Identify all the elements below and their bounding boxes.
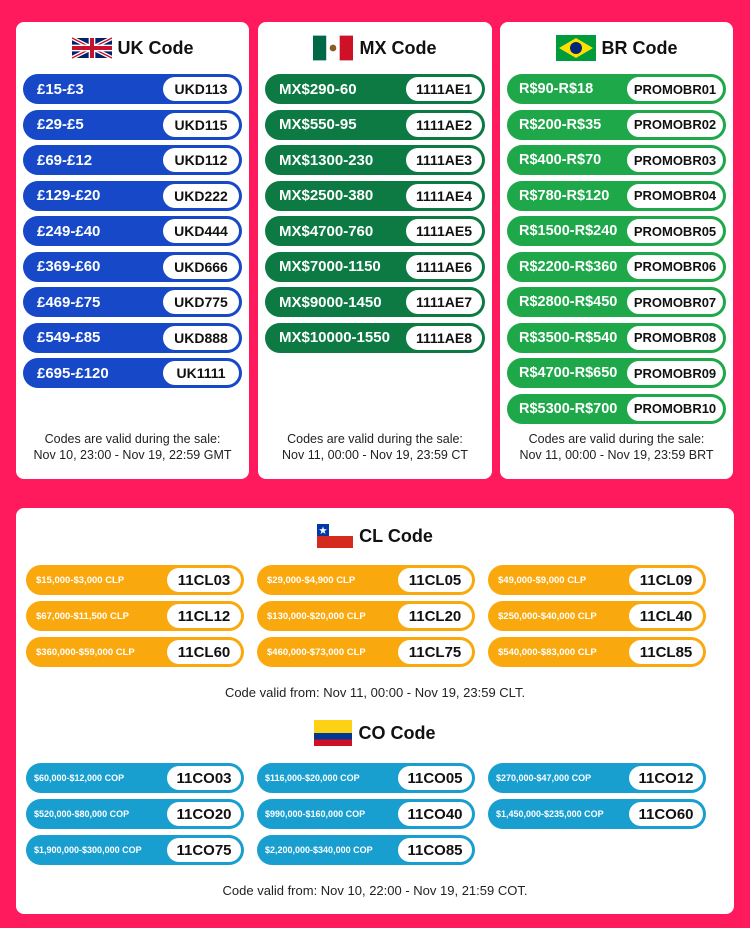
mx-price-range: MX$550-95 <box>279 116 357 133</box>
br-price-range: R$2200-R$360 <box>519 258 618 275</box>
br-price-range: R$90-R$18 <box>519 81 594 97</box>
brazil-flag-icon <box>556 35 596 61</box>
uk-code-row <box>23 287 242 317</box>
co-code-pill <box>257 763 475 793</box>
co-price-range: $1,450,000-$235,000 COP <box>496 809 604 819</box>
br-title-text: BR Code <box>601 37 678 58</box>
cl-code-pill <box>257 565 475 595</box>
mx-note-line2: Nov 11, 00:00 - Nov 19, 23:59 CT <box>282 448 468 462</box>
br-price-range: R$2800-R$450 <box>519 294 618 310</box>
br-price-range: R$4700-R$650 <box>519 365 618 381</box>
colombia-flag-icon <box>314 720 352 746</box>
co-promo-code[interactable]: 11CO03 <box>167 766 241 790</box>
mx-price-range: MX$9000-1450 <box>279 293 382 311</box>
br-promo-code[interactable]: PROMOBR04 <box>627 184 723 208</box>
br-code-row <box>507 323 726 353</box>
br-code-list <box>500 74 733 424</box>
cl-promo-code[interactable]: 11CL09 <box>629 568 703 592</box>
uk-promo-code[interactable]: UKD113 <box>163 77 239 101</box>
uk-code-row <box>23 74 242 104</box>
co-price-range: $520,000-$80,000 COP <box>34 809 130 819</box>
co-title-text: CO Code <box>358 722 436 743</box>
uk-promo-code[interactable]: UKD222 <box>163 184 239 208</box>
mx-promo-code[interactable]: 1111AE8 <box>406 326 482 350</box>
br-promo-code[interactable]: PROMOBR10 <box>627 397 723 421</box>
uk-price-range: £369-£60 <box>37 258 101 275</box>
co-price-range: $60,000-$12,000 COP <box>34 773 125 783</box>
mx-promo-code[interactable]: 1111AE2 <box>406 113 482 137</box>
uk-validity-note <box>16 431 249 463</box>
br-code-row <box>507 181 726 211</box>
mx-price-range: MX$1300-230 <box>279 151 374 169</box>
co-price-range: $270,000-$47,000 COP <box>496 773 592 783</box>
co-code-pill <box>26 799 244 829</box>
uk-price-range: £69-£12 <box>37 151 93 169</box>
br-code-row <box>507 145 726 175</box>
cl-price-range: $250,000-$40,000 CLP <box>498 610 597 622</box>
br-price-range: R$5300-R$700 <box>519 400 618 417</box>
uk-flag-icon <box>72 35 112 61</box>
cl-card-title <box>16 524 734 548</box>
co-card-title <box>16 720 734 746</box>
uk-price-range: £29-£5 <box>37 116 84 133</box>
co-price-range: $1,900,000-$300,000 COP <box>34 845 142 855</box>
mx-code-row <box>265 181 485 211</box>
co-code-pill <box>488 763 706 793</box>
mx-price-range: MX$4700-760 <box>279 222 374 240</box>
cl-code-pill <box>257 601 475 631</box>
cl-price-range: $67,000-$11,500 CLP <box>36 610 129 622</box>
mx-note-line1: Codes are valid during the sale: <box>287 432 463 446</box>
uk-code-row <box>23 252 242 282</box>
br-card-title <box>500 34 733 62</box>
br-price-range: R$400-R$70 <box>519 152 602 168</box>
br-code-row <box>507 287 726 317</box>
uk-note-line1: Codes are valid during the sale: <box>44 432 221 446</box>
cl-code-pill <box>488 565 706 595</box>
br-code-row <box>507 252 726 282</box>
cl-price-range: $15,000-$3,000 CLP <box>36 574 125 586</box>
uk-promo-code[interactable]: UKD888 <box>163 326 239 350</box>
uk-code-row <box>23 323 242 353</box>
cl-price-range: $540,000-$83,000 CLP <box>498 646 597 658</box>
br-price-range: R$3500-R$540 <box>519 329 618 346</box>
uk-promo-code[interactable]: UK1111 <box>163 361 239 385</box>
cl-code-pill <box>26 601 244 631</box>
uk-price-range: £469-£75 <box>37 293 101 311</box>
br-price-range: R$780-R$120 <box>519 187 610 204</box>
br-code-row <box>507 74 726 104</box>
mx-code-card <box>258 22 492 479</box>
cl-promo-code[interactable]: 11CL60 <box>167 640 241 664</box>
mx-price-range: MX$290-60 <box>279 80 357 98</box>
mx-price-range: MX$10000-1550 <box>279 329 390 346</box>
cl-promo-code[interactable]: 11CL75 <box>398 640 472 664</box>
uk-code-row <box>23 181 242 211</box>
co-price-range: $116,000-$20,000 COP <box>265 773 360 783</box>
br-promo-code[interactable]: PROMOBR09 <box>627 361 723 385</box>
uk-code-row <box>23 110 242 140</box>
br-price-range: R$1500-R$240 <box>519 223 618 239</box>
uk-title-text: UK Code <box>117 37 194 58</box>
mx-card-title <box>258 34 492 62</box>
cl-price-range: $460,000-$73,000 CLP <box>267 646 366 658</box>
co-promo-code[interactable]: 11CO75 <box>167 838 241 862</box>
co-price-range: $990,000-$160,000 COP <box>265 809 366 819</box>
mx-promo-code[interactable]: 1111AE7 <box>406 290 482 314</box>
cl-price-range: $130,000-$20,000 CLP <box>267 610 366 622</box>
cl-code-pill <box>488 601 706 631</box>
uk-price-range: £249-£40 <box>37 222 101 240</box>
uk-note-line2: Nov 10, 23:00 - Nov 19, 22:59 GMT <box>33 448 232 462</box>
br-promo-code[interactable]: PROMOBR05 <box>627 219 723 243</box>
mx-promo-code[interactable]: 1111AE1 <box>406 77 482 101</box>
uk-price-range: £549-£85 <box>37 329 101 346</box>
co-promo-code[interactable]: 11CO05 <box>398 766 472 790</box>
uk-promo-code[interactable]: UKD444 <box>163 219 239 243</box>
cl-co-code-card <box>16 508 734 914</box>
br-code-card <box>500 22 733 479</box>
br-promo-code[interactable]: PROMOBR08 <box>627 326 723 350</box>
br-promo-code[interactable]: PROMOBR07 <box>627 290 723 314</box>
mx-code-list <box>258 74 492 353</box>
mx-code-row <box>265 252 485 282</box>
mx-promo-code[interactable]: 1111AE3 <box>406 148 482 172</box>
cl-validity-note: Code valid from: Nov 11, 00:00 - Nov 19, 23:59 CLT. <box>224 685 526 700</box>
cl-code-grid <box>26 565 724 667</box>
uk-price-range: £129-£20 <box>37 187 101 204</box>
co-promo-code[interactable]: 11CO12 <box>629 766 703 790</box>
co-code-pill <box>257 799 475 829</box>
cl-price-range: $49,000-$9,000 CLP <box>498 574 587 586</box>
cl-promo-code[interactable]: 11CL40 <box>629 604 703 628</box>
co-code-pill <box>488 799 706 829</box>
cl-promo-code[interactable]: 11CL03 <box>167 568 241 592</box>
cl-promo-code[interactable]: 11CL05 <box>398 568 472 592</box>
br-code-row <box>507 394 726 424</box>
uk-code-list <box>16 74 249 388</box>
mx-code-row <box>265 323 485 353</box>
co-code-pill <box>257 835 475 865</box>
co-promo-code[interactable]: 11CO60 <box>629 802 703 826</box>
uk-code-row <box>23 358 242 388</box>
mx-code-row <box>265 110 485 140</box>
uk-code-row <box>23 145 242 175</box>
uk-promo-code[interactable]: UKD666 <box>163 255 239 279</box>
co-code-pill <box>26 835 244 865</box>
cl-promo-code[interactable]: 11CL85 <box>629 640 703 664</box>
cl-price-range: $29,000-$4,900 CLP <box>267 574 356 586</box>
mx-code-row <box>265 216 485 246</box>
cl-code-pill <box>26 565 244 595</box>
cl-title-text: CL Code <box>359 525 433 546</box>
mx-promo-code[interactable]: 1111AE5 <box>406 219 482 243</box>
uk-card-title <box>16 34 249 62</box>
uk-promo-code[interactable]: UKD775 <box>163 290 239 314</box>
mx-code-row <box>265 145 485 175</box>
br-note-line1: Codes are valid during the sale: <box>528 432 705 446</box>
chile-flag-icon <box>317 524 353 548</box>
uk-code-card <box>16 22 249 479</box>
co-promo-code[interactable]: 11CO20 <box>167 802 241 826</box>
mx-promo-code[interactable]: 1111AE4 <box>406 184 482 208</box>
mx-code-row <box>265 287 485 317</box>
cl-code-pill <box>488 637 706 667</box>
br-note-line2: Nov 11, 00:00 - Nov 19, 23:59 BRT <box>519 448 714 462</box>
br-code-row <box>507 110 726 140</box>
br-promo-code[interactable]: PROMOBR03 <box>627 148 723 172</box>
cl-promo-code[interactable]: 11CL12 <box>167 604 241 628</box>
cl-code-pill <box>26 637 244 667</box>
uk-price-range: £15-£3 <box>37 80 84 98</box>
mx-price-range: MX$7000-1150 <box>279 258 381 275</box>
br-promo-code[interactable]: PROMOBR01 <box>627 77 723 101</box>
br-price-range: R$200-R$35 <box>519 116 602 133</box>
br-code-row <box>507 216 726 246</box>
co-promo-code[interactable]: 11CO40 <box>398 802 472 826</box>
mx-code-row <box>265 74 485 104</box>
br-validity-note <box>500 431 733 463</box>
mx-promo-code[interactable]: 1111AE6 <box>406 255 482 279</box>
br-code-row <box>507 358 726 388</box>
uk-code-row <box>23 216 242 246</box>
co-validity-note: Code valid from: Nov 10, 22:00 - Nov 19, 21:59 COT. <box>222 883 528 898</box>
br-promo-code[interactable]: PROMOBR06 <box>627 255 723 279</box>
mx-price-range: MX$2500-380 <box>279 187 374 204</box>
mx-title-text: MX Code <box>359 37 437 58</box>
co-code-pill <box>26 763 244 793</box>
cl-promo-code[interactable]: 11CL20 <box>398 604 472 628</box>
co-price-range: $2,200,000-$340,000 COP <box>265 845 373 855</box>
uk-promo-code[interactable]: UKD115 <box>163 113 239 137</box>
mx-validity-note <box>258 431 492 463</box>
br-promo-code[interactable]: PROMOBR02 <box>627 113 723 137</box>
cl-code-pill <box>257 637 475 667</box>
uk-promo-code[interactable]: UKD112 <box>163 148 239 172</box>
uk-price-range: £695-£120 <box>37 364 109 382</box>
cl-price-range: $360,000-$59,000 CLP <box>36 646 135 658</box>
co-promo-code[interactable]: 11CO85 <box>398 838 472 862</box>
mexico-flag-icon <box>313 35 353 61</box>
co-code-grid <box>26 763 724 865</box>
